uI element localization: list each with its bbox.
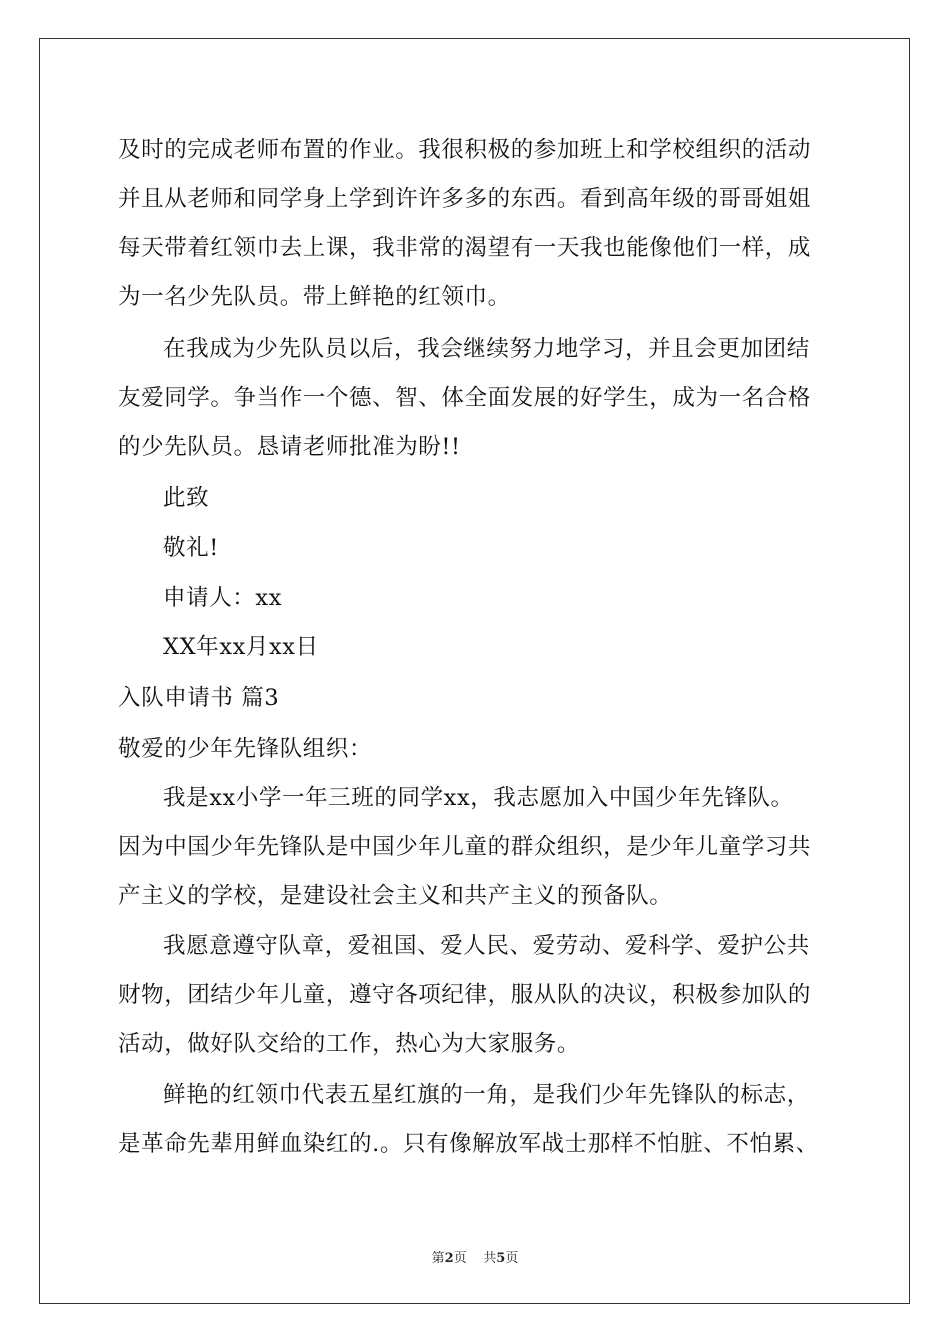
total-pages: 共5页 — [483, 1251, 519, 1266]
text-line: 的少先队员。恳请老师批准为盼!! — [118, 434, 461, 460]
text-line: 及时的完成老师布置的作业。我很积极的参加班上和学校组织的活动 — [118, 137, 812, 163]
text-line: 并且从老师和同学身上学到许许多多的东西。看到高年级的哥哥姐姐 — [118, 186, 812, 212]
text-line: 是革命先辈用鲜血染红的.。只有像解放军战士那样不怕脏、不怕累、 — [118, 1131, 819, 1157]
paragraph-first-line: 我愿意遵守队章，爱祖国、爱人民、爱劳动、爱科学、爱护公共 — [163, 933, 810, 959]
text-line: 产主义的学校，是建设社会主义和共产主义的预备队。 — [118, 883, 673, 909]
text-line: 财物，团结少年儿童，遵守各项纪律，服从队的决议，积极参加队的 — [118, 982, 812, 1008]
salutation-closing: 此致 — [163, 485, 210, 511]
greeting-line: 敬爱的少年先锋队组织： — [118, 736, 373, 762]
page-border — [39, 38, 910, 1304]
text-line: 友爱同学。争当作一个德、智、体全面发展的好学生，成为一名合格 — [118, 385, 812, 411]
page-footer — [0, 1247, 950, 1266]
paragraph-first-line: 鲜艳的红领巾代表五星红旗的一角，是我们少年先锋队的标志， — [163, 1082, 810, 1108]
section-heading: 入队申请书 篇3 — [118, 685, 280, 711]
page-number: 第2页 — [431, 1251, 467, 1266]
text-line: 为一名少先队员。带上鲜艳的红领巾。 — [118, 284, 511, 310]
date-line: XX年xx月xx日 — [163, 634, 319, 660]
paragraph-first-line: 在我成为少先队员以后，我会继续努力地学习，并且会更加团结 — [163, 336, 810, 362]
text-line: 因为中国少年先锋队是中国少年儿童的群众组织，是少年儿童学习共 — [118, 834, 812, 860]
text-line: 活动，做好队交给的工作，热心为大家服务。 — [118, 1031, 581, 1057]
paragraph-first-line: 我是xx小学一年三班的同学xx，我志愿加入中国少年先锋队。 — [163, 785, 794, 811]
applicant-line: 申请人：xx — [163, 585, 282, 611]
salutation-regards: 敬礼! — [163, 535, 219, 561]
text-line: 每天带着红领巾去上课，我非常的渴望有一天我也能像他们一样，成 — [118, 235, 812, 261]
